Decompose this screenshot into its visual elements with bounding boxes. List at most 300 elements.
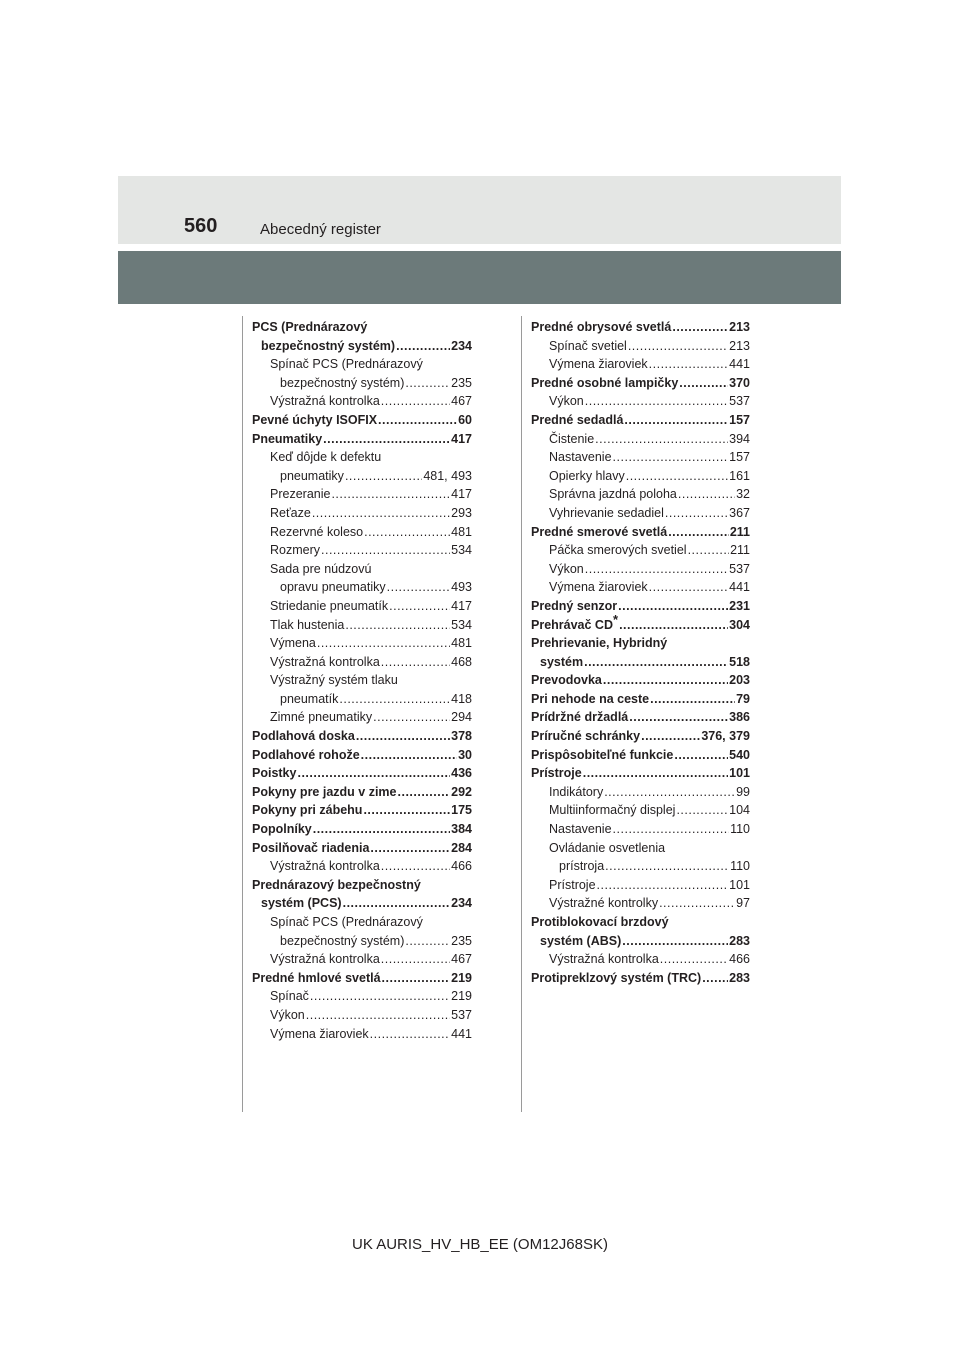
index-entry-label xyxy=(270,485,330,504)
page-reference: 235 xyxy=(451,375,472,390)
index-entry xyxy=(531,541,750,560)
page-reference: 441 xyxy=(451,1026,472,1041)
page-reference: 481 xyxy=(451,636,472,651)
index-entry-label xyxy=(252,783,397,802)
index-entry xyxy=(252,857,472,876)
index-heading-line: Výstražný systém tlaku xyxy=(270,673,398,688)
index-entry xyxy=(252,634,472,653)
dot-leader xyxy=(396,337,450,356)
page-reference: 60 xyxy=(458,412,472,427)
index-entry xyxy=(531,894,750,913)
index-column-left xyxy=(252,318,472,1043)
index-heading-line: Spínač PCS (Prednárazový xyxy=(270,915,423,929)
index-entry-text: Výmena žiaroviek xyxy=(270,1026,369,1041)
page-reference: 203 xyxy=(729,673,750,688)
index-entry xyxy=(252,541,472,560)
section-title: Abecedný register xyxy=(260,221,381,238)
dot-leader xyxy=(660,950,728,969)
index-entry-text: bezpečnostný systém) xyxy=(280,375,405,390)
dot-leader xyxy=(604,783,735,802)
page-reference: 219 xyxy=(451,970,472,985)
index-entry-label xyxy=(270,1025,369,1044)
index-entry-label xyxy=(549,504,664,523)
index-entry-text: pneumatík xyxy=(280,691,339,706)
index-entry-text: Indikátory xyxy=(549,784,604,799)
dot-leader xyxy=(603,671,728,690)
index-entry-text: Prídržné držadlá xyxy=(531,710,629,725)
index-entry-text: Výkon xyxy=(549,561,584,576)
document-code-footer: UK AURIS_HV_HB_EE (OM12J68SK) xyxy=(352,1236,608,1253)
page-reference: 231 xyxy=(729,598,750,613)
index-entry xyxy=(252,708,472,727)
page-number: 560 xyxy=(184,215,218,237)
index-entry xyxy=(252,523,472,542)
page-reference: 386 xyxy=(729,710,750,725)
index-entry-label xyxy=(270,616,344,635)
page-reference: 110 xyxy=(730,859,750,874)
index-entry xyxy=(531,523,750,542)
dot-leader xyxy=(373,708,450,727)
page-reference: 534 xyxy=(451,617,472,632)
page-reference: 540 xyxy=(729,747,750,762)
index-entry-label xyxy=(252,727,355,746)
index-entry-text: Výkon xyxy=(549,394,584,409)
page-reference: 417 xyxy=(451,487,472,502)
index-entry-text: Striedanie pneumatík xyxy=(270,598,389,613)
index-entry-label xyxy=(531,411,623,430)
index-entry-label xyxy=(549,430,594,449)
index-entry-text: bezpečnostný systém) xyxy=(261,338,396,353)
page-reference: 161 xyxy=(729,468,750,483)
index-entry xyxy=(252,932,472,951)
footnote-marker: * xyxy=(613,611,619,627)
index-entry xyxy=(252,616,472,635)
index-entry-label xyxy=(261,894,342,913)
dot-leader xyxy=(381,857,450,876)
page-reference: 294 xyxy=(451,710,472,725)
index-entry xyxy=(531,355,750,374)
index-entry xyxy=(531,932,750,951)
index-entry xyxy=(252,411,472,430)
dot-leader xyxy=(310,987,450,1006)
index-entry-text: Pokyny pri zábehu xyxy=(252,803,363,818)
index-entry-text: Správna jazdná poloha xyxy=(549,487,677,502)
index-entry-label xyxy=(531,318,671,337)
dot-leader xyxy=(405,374,450,393)
index-entry-text: Prevodovka xyxy=(531,673,602,688)
index-entry-text: Predné osobné lampičky xyxy=(531,375,679,390)
index-entry-text: Výmena xyxy=(270,636,316,651)
dot-leader xyxy=(702,969,728,988)
index-entry xyxy=(531,801,750,820)
dot-leader xyxy=(370,1025,450,1044)
index-entry-text: Prístroje xyxy=(531,766,582,781)
index-entry-text: Výkon xyxy=(270,1007,305,1022)
dot-leader xyxy=(665,504,728,523)
index-entry-label xyxy=(549,392,584,411)
page-reference: 219 xyxy=(451,989,472,1004)
dot-leader xyxy=(313,820,450,839)
page-reference: 97 xyxy=(736,896,750,911)
dot-leader xyxy=(363,801,450,820)
index-entry-label xyxy=(270,857,380,876)
index-entry-text: Spínač xyxy=(270,989,309,1004)
dot-leader xyxy=(649,355,728,374)
dot-leader xyxy=(650,690,735,709)
index-entry xyxy=(252,392,472,411)
dot-leader xyxy=(381,392,450,411)
page-reference: 367 xyxy=(729,505,750,520)
index-entry xyxy=(531,504,750,523)
index-entry-label xyxy=(280,690,338,709)
page-reference: 493 xyxy=(451,580,472,595)
index-entry-label xyxy=(531,708,628,727)
dot-leader xyxy=(323,430,450,449)
page-reference: 99 xyxy=(736,784,750,799)
index-entry-label xyxy=(531,611,619,635)
index-entry-text: Reťaze xyxy=(270,505,311,520)
index-entry-text: Podlahová doska xyxy=(252,729,355,744)
index-entry-label xyxy=(531,374,678,393)
page-reference: 284 xyxy=(451,840,472,855)
dot-leader xyxy=(389,597,450,616)
index-entry-label xyxy=(270,634,316,653)
index-entry xyxy=(252,969,472,988)
dot-leader xyxy=(381,653,450,672)
index-entry-text: Nastavenie xyxy=(549,450,612,465)
page-reference: 466 xyxy=(451,859,472,874)
page-reference: 481, 493 xyxy=(423,468,472,483)
index-entry-label xyxy=(549,337,627,356)
index-entry-text: Poistky xyxy=(252,766,297,781)
dot-leader xyxy=(688,541,730,560)
dot-leader xyxy=(370,839,450,858)
index-entry xyxy=(252,597,472,616)
dot-leader xyxy=(641,727,700,746)
dot-leader xyxy=(678,485,735,504)
dot-leader xyxy=(613,448,729,467)
index-heading-line: Sada pre núdzovú xyxy=(270,561,372,576)
index-heading-line: Keď dôjde k defektu xyxy=(270,450,382,465)
index-entry-text: Čistenie xyxy=(549,431,595,446)
index-entry-label xyxy=(252,764,296,783)
index-entry-label xyxy=(270,950,380,969)
dot-leader xyxy=(674,746,728,765)
page-reference: 157 xyxy=(729,412,750,427)
index-entry-text: Predný senzor xyxy=(531,598,618,613)
dot-leader xyxy=(343,894,451,913)
index-entry-text: Výstražná kontrolka xyxy=(549,952,659,967)
dot-leader xyxy=(672,318,728,337)
index-entry xyxy=(531,746,750,765)
dot-leader xyxy=(619,616,728,635)
page-reference: 436 xyxy=(451,766,472,781)
dot-leader xyxy=(622,932,728,951)
dot-leader xyxy=(405,932,450,951)
index-entry-label xyxy=(252,820,312,839)
dot-leader xyxy=(398,783,451,802)
index-entry xyxy=(252,894,472,913)
index-entry-text: Pneumatiky xyxy=(252,431,323,446)
dot-leader xyxy=(345,616,450,635)
index-entry xyxy=(531,969,750,988)
index-entry xyxy=(252,1006,472,1025)
index-entry xyxy=(531,950,750,969)
dot-leader xyxy=(321,541,450,560)
index-entry xyxy=(531,374,750,393)
index-entry-text: Vyhrievanie sedadiel xyxy=(549,505,664,520)
index-entry-text: Predné obrysové svetlá xyxy=(531,320,672,334)
index-entry-label xyxy=(252,839,369,858)
index-entry-label xyxy=(549,950,659,969)
index-entry xyxy=(252,746,472,765)
index-entry xyxy=(531,448,750,467)
index-entry xyxy=(531,467,750,486)
index-entry-text: Predné hmlové svetlá xyxy=(252,970,381,985)
index-entry-label xyxy=(549,578,648,597)
index-entry-label xyxy=(549,485,677,504)
left-column-divider xyxy=(242,316,243,1112)
index-entry-label xyxy=(270,541,320,560)
page-reference: 518 xyxy=(729,654,750,669)
page-reference: 468 xyxy=(451,654,472,669)
dot-leader xyxy=(345,467,422,486)
dot-leader xyxy=(597,876,729,895)
index-entry-text: Protipreklzový systém (TRC) xyxy=(531,970,702,985)
index-entry-text: Spínač svetiel xyxy=(549,338,627,353)
index-entry-label xyxy=(270,1006,305,1025)
index-entry-label xyxy=(531,597,617,616)
dot-leader xyxy=(584,653,728,672)
page-reference: 418 xyxy=(451,691,472,706)
index-entry-text: opravu pneumatiky xyxy=(280,580,386,595)
index-entry xyxy=(531,411,750,430)
index-entry xyxy=(531,727,750,746)
right-column-divider xyxy=(521,316,522,1112)
page-reference: 213 xyxy=(729,338,750,353)
page-reference: 157 xyxy=(729,450,750,465)
page-reference: 394 xyxy=(729,431,750,446)
page-reference: 293 xyxy=(451,505,472,520)
index-entry-text: prístroja xyxy=(559,859,605,874)
index-entry-label xyxy=(549,355,648,374)
page-reference: 283 xyxy=(729,970,750,985)
index-entry-label xyxy=(549,448,612,467)
dot-leader xyxy=(585,392,728,411)
page-reference: 304 xyxy=(729,617,750,632)
index-entry xyxy=(252,764,472,783)
index-entry-label xyxy=(252,801,362,820)
index-entry-label xyxy=(280,467,344,486)
index-entry-label xyxy=(270,597,388,616)
dot-leader xyxy=(649,578,728,597)
index-entry-label xyxy=(270,523,363,542)
index-entry xyxy=(531,560,750,579)
dot-leader xyxy=(668,523,729,542)
page-reference: 213 xyxy=(729,320,750,334)
page-reference: 235 xyxy=(451,933,472,948)
page-reference: 378 xyxy=(451,729,472,744)
index-entry xyxy=(531,857,750,876)
index-entry-text: Podlahové rohože xyxy=(252,747,360,762)
index-entry-label xyxy=(280,932,404,951)
index-entry-text: pneumatiky xyxy=(280,468,344,483)
index-entry-text: Prezeranie xyxy=(270,487,331,502)
index-heading-line: Ovládanie osvetlenia xyxy=(549,840,666,855)
index-entry-text: Páčka smerových svetiel xyxy=(549,543,687,558)
page-reference: 417 xyxy=(451,598,472,613)
index-entry-label xyxy=(270,504,311,523)
dot-leader xyxy=(317,634,450,653)
index-heading-line: Spínač PCS (Prednárazový xyxy=(270,357,423,372)
index-entry xyxy=(252,987,472,1006)
index-entry-label xyxy=(280,578,386,597)
index-entry-label xyxy=(270,653,380,672)
index-entry-text: systém xyxy=(540,654,584,669)
index-entry xyxy=(531,430,750,449)
page-reference: 481 xyxy=(451,524,472,539)
index-entry-label xyxy=(531,727,640,746)
index-entry-label xyxy=(531,523,667,542)
page-reference: 537 xyxy=(729,561,750,576)
index-entry-label xyxy=(531,746,673,765)
index-entry-label xyxy=(549,876,596,895)
index-entry-text: Pri nehode na ceste xyxy=(531,691,650,706)
dot-leader xyxy=(364,523,450,542)
index-entry-label xyxy=(531,690,649,709)
index-entry xyxy=(531,578,750,597)
index-entry-text: Tlak hustenia xyxy=(270,617,345,632)
index-entry xyxy=(531,653,750,672)
dot-leader xyxy=(583,764,728,783)
index-entry-text: Výstražná kontrolka xyxy=(270,859,380,874)
index-entry-text: Rozmery xyxy=(270,543,321,558)
index-entry xyxy=(252,783,472,802)
index-entry xyxy=(531,392,750,411)
index-entry-label xyxy=(252,430,322,449)
index-entry xyxy=(252,337,472,356)
index-entry xyxy=(531,708,750,727)
index-entry-label xyxy=(559,857,604,876)
page-reference: 534 xyxy=(451,543,472,558)
dot-leader xyxy=(339,690,450,709)
index-entry-label xyxy=(549,560,584,579)
dot-leader xyxy=(628,337,728,356)
index-entry-text: Pevné úchyty ISOFIX xyxy=(252,412,378,427)
index-entry-label xyxy=(261,337,395,356)
index-entry-label xyxy=(531,764,582,783)
page-reference: 104 xyxy=(729,803,750,818)
dot-leader xyxy=(361,746,457,765)
index-entry-text: Prispôsobiteľné funkcie xyxy=(531,747,674,762)
index-entry-text: Príručné schránky xyxy=(531,729,641,744)
dot-leader xyxy=(378,411,457,430)
index-entry-text: Rezervné koleso xyxy=(270,524,364,539)
index-entry xyxy=(252,1025,472,1044)
index-entry xyxy=(252,839,472,858)
index-entry xyxy=(531,337,750,356)
page-reference: 101 xyxy=(729,877,750,892)
index-entry xyxy=(531,764,750,783)
index-entry-text: Zimné pneumatiky xyxy=(270,710,373,725)
index-entry xyxy=(252,690,472,709)
index-entry-label xyxy=(540,932,621,951)
dot-leader xyxy=(595,430,728,449)
index-entry-label xyxy=(270,708,372,727)
index-entry-label xyxy=(549,467,625,486)
index-heading-line: Prednárazový bezpečnostný xyxy=(252,877,421,892)
index-entry xyxy=(252,653,472,672)
dot-leader xyxy=(356,727,450,746)
page-reference: 234 xyxy=(451,896,472,911)
dot-leader xyxy=(387,578,451,597)
index-entry-text: Výmena žiaroviek xyxy=(549,357,648,372)
page-reference: 211 xyxy=(730,543,750,558)
index-entry-text: Popolníky xyxy=(252,822,312,837)
index-entry-text: Predné smerové svetlá xyxy=(531,524,668,539)
page-reference: 537 xyxy=(451,1007,472,1022)
dot-leader xyxy=(618,597,728,616)
section-banner xyxy=(118,251,841,304)
page-reference: 234 xyxy=(451,338,472,353)
index-entry xyxy=(252,504,472,523)
index-entry xyxy=(531,485,750,504)
page-reference: 283 xyxy=(729,933,750,948)
page-reference: 110 xyxy=(730,822,750,837)
index-entry-text: bezpečnostný systém) xyxy=(280,933,405,948)
index-entry xyxy=(531,783,750,802)
index-entry xyxy=(252,374,472,393)
dot-leader xyxy=(624,411,728,430)
page-reference: 32 xyxy=(736,487,750,502)
index-entry-text: Nastavenie xyxy=(549,822,612,837)
index-entry-label xyxy=(252,746,360,765)
index-entry xyxy=(531,820,750,839)
index-entry xyxy=(252,801,472,820)
dot-leader xyxy=(605,857,729,876)
index-entry xyxy=(252,467,472,486)
index-entry-label xyxy=(549,783,603,802)
header-band xyxy=(118,176,841,244)
dot-leader xyxy=(306,1006,450,1025)
index-heading-line: Prehrievanie, Hybridný xyxy=(531,636,668,651)
index-entry-label xyxy=(270,392,380,411)
index-entry-text: Posilňovač riadenia xyxy=(252,840,370,855)
index-entry-label xyxy=(549,894,658,913)
index-entry-text: systém (PCS) xyxy=(261,896,342,911)
index-entry-label xyxy=(531,671,602,690)
dot-leader xyxy=(659,894,735,913)
index-entry-text: Výmena žiaroviek xyxy=(549,580,648,595)
index-entry xyxy=(531,318,750,337)
index-heading-line: PCS (Prednárazový xyxy=(252,320,368,334)
page-reference: 376, 379 xyxy=(701,729,750,744)
index-entry-text: Výstražná kontrolka xyxy=(270,654,380,669)
index-entry xyxy=(252,727,472,746)
index-entry-label xyxy=(540,653,583,672)
dot-leader xyxy=(585,560,728,579)
index-column-right xyxy=(531,318,750,987)
dot-leader xyxy=(331,485,450,504)
dot-leader xyxy=(629,708,728,727)
dot-leader xyxy=(382,969,451,988)
page-reference: 211 xyxy=(729,524,750,539)
index-entry xyxy=(531,876,750,895)
dot-leader xyxy=(679,374,728,393)
index-entry xyxy=(531,671,750,690)
page-reference: 441 xyxy=(729,357,750,372)
page-reference: 30 xyxy=(458,747,472,762)
